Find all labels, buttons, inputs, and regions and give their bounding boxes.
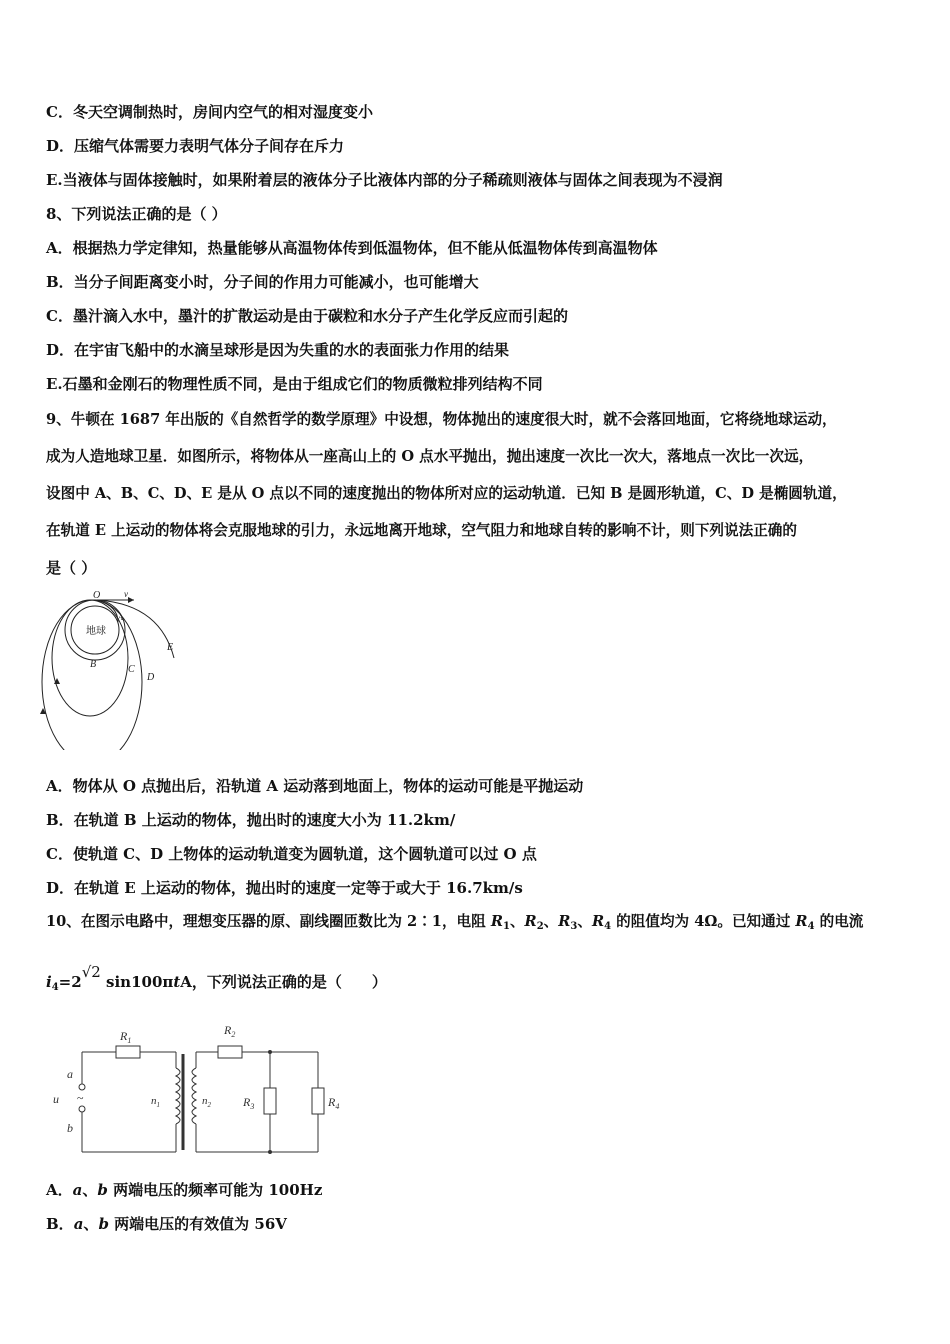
q9-stem-line-3: 设图中 A、B、C、D、E 是从 O 点以不同的速度抛出的物体所对应的运动轨道．已知 B 是圆形轨道，C、D 是椭圆轨道，	[46, 485, 847, 502]
junction-bottom	[268, 1150, 272, 1154]
q9-option-d: D．在轨道 E 上运动的物体，抛出时的速度一定等于或大于 16.7km/s	[46, 879, 523, 897]
sqrt-two: √2	[81, 963, 101, 981]
terminal-b	[79, 1106, 85, 1112]
resistor-r1	[116, 1046, 140, 1058]
terminal-a	[79, 1084, 85, 1090]
q8-stem: 8、下列说法正确的是（ ）	[46, 205, 227, 223]
velocity-label: v	[124, 589, 128, 599]
label-r1: $R_1$	[120, 1029, 132, 1045]
q10-option-a: A．a、b 两端电压的频率可能为 100Hz	[46, 1181, 323, 1199]
q8-option-a: A．根据热力学定律知，热量能够从高温物体传到低温物体，但不能从低温物体传到高温物体	[46, 239, 658, 257]
resistor-r3	[264, 1088, 276, 1114]
orbit-d	[42, 600, 142, 750]
q7-option-c: C．冬天空调制热时，房间内空气的相对湿度变小	[46, 103, 373, 121]
orbit-c-label: C	[128, 664, 135, 675]
orbit-c	[52, 600, 128, 716]
q9-stem-line-1: 9、牛顿在 1687 年出版的《自然哲学的数学原理》中设想，物体抛出的速度很大时，就不会落回地面，它将绕地球运动，	[46, 411, 837, 428]
circuit-diagram	[46, 1016, 358, 1156]
label-b: b	[67, 1121, 73, 1135]
resistor-r2	[218, 1046, 242, 1058]
secondary-coil	[192, 1068, 196, 1124]
q8-option-b: B．当分子间距离变小时，分子间的作用力可能减小，也可能增大	[46, 273, 479, 291]
orbit-e-label: E	[167, 642, 174, 653]
earth-label: 地球	[86, 626, 106, 637]
q9-option-a: A．物体从 O 点抛出后，沿轨道 A 运动落到地面上，物体的运动可能是平抛运动	[46, 777, 584, 795]
orbit-d-label: D	[147, 672, 155, 683]
q7-option-e: E.当液体与固体接触时，如果附着层的液体分子比液体内部的分子稀疏则液体与固体之间表现为不浸润	[46, 171, 723, 189]
label-r4: $R_4$	[328, 1095, 340, 1111]
q8-option-e: E.石墨和金刚石的物理性质不同，是由于组成它们的物质微粒排列结构不同	[46, 375, 543, 393]
q9-option-c: C．使轨道 C、D 上物体的运动轨道变为圆轨道，这个圆轨道可以过 O 点	[46, 845, 537, 863]
q10-option-b: B．a、b 两端电压的有效值为 56V	[46, 1215, 287, 1233]
q9-stem-line-2: 成为人造地球卫星．如图所示，将物体从一座高山上的 O 点水平抛出，抛出速度一次比一次大，落地点一次比一次远，	[46, 448, 814, 465]
q9-stem-line-5: 是（ ）	[46, 559, 97, 577]
q9-option-b: B．在轨道 B 上运动的物体，抛出时的速度大小为 11.2km/	[46, 811, 456, 829]
junction-top	[268, 1050, 272, 1054]
label-n2: $n_2$	[202, 1095, 211, 1109]
q9-stem-line-4: 在轨道 E 上运动的物体将会克服地球的引力，永远地离开地球，空气阻力和地球自转的影响不计，则下列说法正确的	[46, 522, 797, 539]
q10-stem-line-2: $i_4=2√2$ sin100πtA，下列说法正确的是（ ）	[46, 963, 387, 993]
label-u: u	[53, 1092, 59, 1106]
q7-option-d: D．压缩气体需要力表明气体分子间存在斥力	[46, 137, 345, 155]
orbit-b-label: B	[90, 659, 97, 670]
q8-option-c: C．墨汁滴入水中，墨汁的扩散运动是由于碳粒和水分子产生化学反应而引起的	[46, 307, 568, 325]
resistor-r4	[312, 1088, 324, 1114]
velocity-arrowhead	[128, 597, 134, 603]
label-r3: $R_3$	[243, 1095, 255, 1111]
ac-source-icon: ~	[77, 1091, 84, 1105]
orbit-diagram	[40, 588, 190, 750]
label-r2: $R_2$	[224, 1023, 236, 1039]
q10-stem-line-1: 10、在图示电路中，理想变压器的原、副线圈匝数比为 2∶1，电阻 $R_1$、$R_2$、$R_3$、$R_4$ 的阻值均为 4Ω。已知通过 $R_4$ 的电流	[46, 913, 864, 932]
orbit-a-label: A	[118, 613, 123, 622]
point-o-label: O	[93, 590, 101, 601]
primary-coil	[176, 1068, 180, 1124]
q8-option-d: D．在宇宙飞船中的水滴呈球形是因为失重的水的表面张力作用的结果	[46, 341, 510, 359]
label-a: a	[67, 1067, 73, 1081]
label-n1: $n_1$	[151, 1095, 160, 1109]
